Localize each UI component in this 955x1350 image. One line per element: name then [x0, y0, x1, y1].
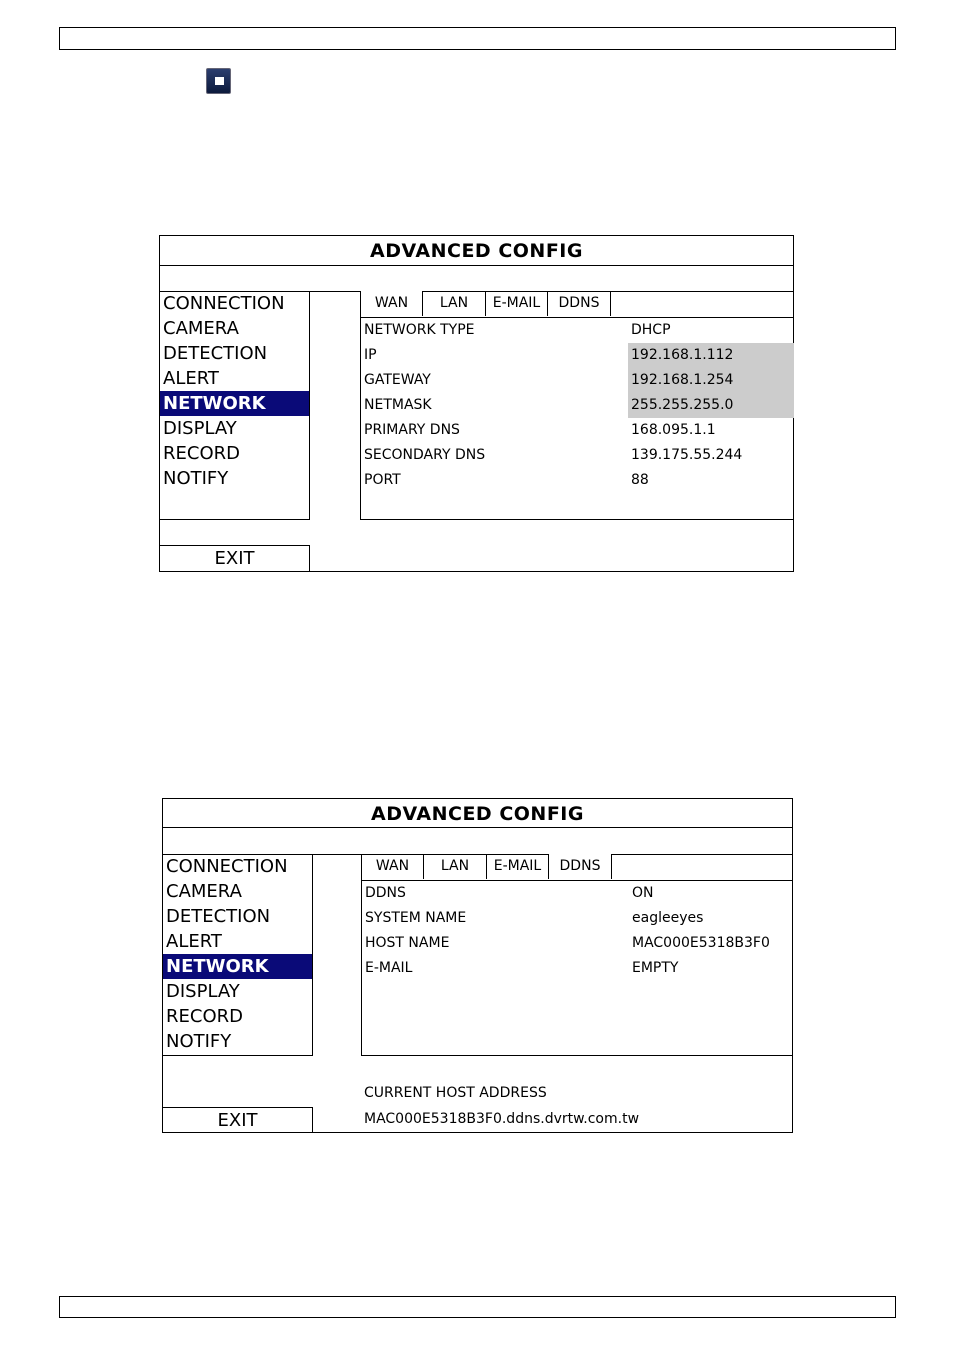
tab-bar — [362, 854, 793, 881]
setting-row[interactable] — [361, 418, 794, 443]
tab-e-mail[interactable]: E-MAIL — [486, 291, 548, 316]
setting-value[interactable]: 255.255.255.0 — [628, 393, 794, 418]
setting-label: PORT — [364, 472, 401, 488]
menu-item-record[interactable]: RECORD — [163, 443, 240, 464]
menu-item-camera[interactable]: CAMERA — [163, 318, 239, 339]
setting-row[interactable] — [361, 343, 794, 368]
stop-icon — [206, 68, 231, 94]
menu-item-display[interactable]: DISPLAY — [163, 418, 237, 439]
menu-item-camera[interactable]: CAMERA — [166, 881, 242, 902]
divider — [160, 265, 793, 266]
setting-value[interactable]: EMPTY — [632, 960, 679, 976]
page-header-box — [59, 27, 896, 50]
setting-row[interactable] — [361, 443, 794, 468]
setting-label: PRIMARY DNS — [364, 422, 460, 438]
setting-row[interactable] — [361, 318, 794, 343]
setting-value[interactable]: 192.168.1.254 — [628, 368, 794, 393]
page-title: ADVANCED CONFIG — [370, 240, 583, 262]
setting-row[interactable] — [362, 956, 793, 981]
side-menu — [163, 854, 313, 1056]
menu-item-connection[interactable]: CONNECTION — [166, 856, 288, 877]
tab-ddns[interactable]: DDNS — [549, 854, 612, 879]
setting-row[interactable] — [361, 468, 794, 493]
tab-lan[interactable]: LAN — [423, 291, 486, 316]
tab-wan[interactable]: WAN — [362, 854, 424, 879]
setting-label: SYSTEM NAME — [365, 910, 467, 926]
setting-row[interactable] — [361, 368, 794, 393]
advanced-config-wan-screen — [159, 235, 794, 572]
setting-value[interactable]: 192.168.1.112 — [628, 343, 794, 368]
menu-item-connection[interactable]: CONNECTION — [163, 293, 285, 314]
current-host-value: MAC000E5318B3F0.ddns.dvrtw.com.tw — [364, 1111, 640, 1127]
menu-item-record[interactable]: RECORD — [166, 1006, 243, 1027]
setting-value[interactable]: MAC000E5318B3F0 — [632, 935, 770, 951]
page-footer-box — [59, 1296, 896, 1318]
setting-label: GATEWAY — [364, 372, 431, 388]
setting-row[interactable] — [362, 881, 793, 906]
tab-ddns[interactable]: DDNS — [548, 291, 611, 316]
setting-label: E-MAIL — [365, 960, 413, 976]
setting-value[interactable]: 168.095.1.1 — [631, 422, 716, 438]
tab-e-mail[interactable]: E-MAIL — [487, 854, 549, 879]
setting-row[interactable] — [362, 931, 793, 956]
setting-value[interactable]: DHCP — [631, 322, 671, 338]
menu-item-notify[interactable]: NOTIFY — [163, 468, 229, 489]
setting-value[interactable]: ON — [632, 885, 654, 901]
menu-item-display[interactable]: DISPLAY — [166, 981, 240, 1002]
menu-item-network[interactable]: NETWORK — [163, 954, 312, 979]
exit-button[interactable]: EXIT — [160, 545, 310, 572]
tab-lan[interactable]: LAN — [424, 854, 487, 879]
menu-item-detection[interactable]: DETECTION — [166, 906, 271, 927]
setting-value[interactable]: eagleeyes — [632, 910, 704, 926]
menu-item-alert[interactable]: ALERT — [163, 368, 219, 389]
setting-value[interactable]: 139.175.55.244 — [631, 447, 743, 463]
setting-label: DDNS — [365, 885, 406, 901]
current-host-label: CURRENT HOST ADDRESS — [364, 1085, 547, 1101]
divider — [163, 827, 792, 828]
page-title: ADVANCED CONFIG — [371, 803, 584, 825]
setting-label: HOST NAME — [365, 935, 450, 951]
setting-row[interactable] — [361, 393, 794, 418]
setting-label: SECONDARY DNS — [364, 447, 486, 463]
settings-panel — [360, 291, 793, 520]
side-menu — [160, 291, 310, 520]
advanced-config-ddns-screen — [162, 798, 793, 1133]
setting-label: IP — [364, 347, 377, 363]
tab-wan[interactable]: WAN — [361, 291, 423, 316]
exit-button[interactable]: EXIT — [163, 1107, 313, 1133]
setting-row[interactable] — [362, 906, 793, 931]
tab-bar — [361, 291, 794, 318]
setting-value[interactable]: 88 — [631, 472, 649, 488]
settings-panel — [361, 854, 792, 1056]
setting-label: NETMASK — [364, 397, 432, 413]
menu-item-detection[interactable]: DETECTION — [163, 343, 268, 364]
setting-label: NETWORK TYPE — [364, 322, 475, 338]
menu-item-alert[interactable]: ALERT — [166, 931, 222, 952]
menu-item-network[interactable]: NETWORK — [160, 391, 309, 416]
menu-item-notify[interactable]: NOTIFY — [166, 1031, 232, 1052]
